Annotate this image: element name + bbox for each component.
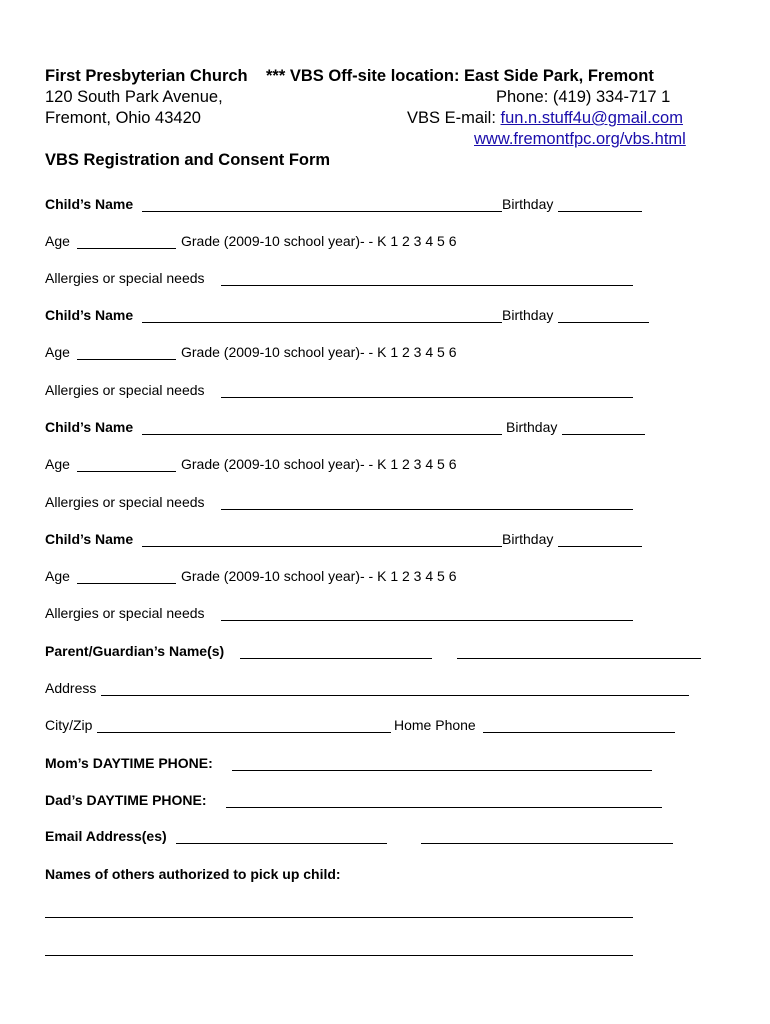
mom-phone-label: Mom’s DAYTIME PHONE: (45, 755, 213, 771)
allergies-field[interactable] (221, 620, 633, 621)
allergies-field[interactable] (221, 397, 633, 398)
child-name-label: Child’s Name (45, 307, 134, 323)
form-title: VBS Registration and Consent Form (45, 151, 331, 169)
church-address-line1: 120 South Park Avenue, (45, 88, 223, 106)
home-phone-label: Home Phone (394, 717, 476, 733)
allergies-label: Allergies or special needs (45, 382, 205, 398)
child-name-label: Child’s Name (45, 531, 134, 547)
age-label: Age (45, 233, 70, 249)
child-name-field[interactable] (142, 434, 502, 435)
age-label: Age (45, 568, 70, 584)
church-phone: Phone: (419) 334-717 1 (496, 88, 671, 106)
pickup-field-1[interactable] (45, 917, 633, 918)
age-field[interactable] (77, 471, 176, 472)
pickup-field-2[interactable] (45, 955, 633, 956)
birthday-field[interactable] (562, 434, 645, 435)
allergies-field[interactable] (221, 285, 633, 286)
vbs-email-label: VBS E-mail: (407, 109, 501, 127)
address-label: Address (45, 680, 97, 696)
birthday-label: Birthday (506, 419, 558, 435)
birthday-field[interactable] (558, 546, 642, 547)
allergies-label: Allergies or special needs (45, 494, 205, 510)
mom-phone-field[interactable] (232, 770, 652, 771)
age-label: Age (45, 456, 70, 472)
child-name-field[interactable] (142, 322, 502, 323)
grade-label: Grade (2009-10 school year)- - K 1 2 3 4 5 6 (181, 344, 457, 360)
grade-label: Grade (2009-10 school year)- - K 1 2 3 4 5 6 (181, 456, 457, 472)
parent-name-field-1[interactable] (240, 658, 432, 659)
birthday-label: Birthday (502, 307, 554, 323)
email-label: Email Address(es) (45, 828, 167, 844)
age-label: Age (45, 344, 70, 360)
email-field-1[interactable] (176, 843, 387, 844)
offsite-location: *** VBS Off-site location: East Side Park, Fremont (266, 67, 654, 85)
dad-phone-field[interactable] (226, 807, 662, 808)
child-name-label: Child’s Name (45, 196, 134, 212)
allergies-label: Allergies or special needs (45, 270, 205, 286)
birthday-label: Birthday (502, 196, 554, 212)
allergies-field[interactable] (221, 509, 633, 510)
dad-phone-label: Dad’s DAYTIME PHONE: (45, 792, 207, 808)
child-name-field[interactable] (142, 211, 502, 212)
city-zip-label: City/Zip (45, 717, 93, 733)
parent-name-label: Parent/Guardian’s Name(s) (45, 643, 225, 659)
birthday-field[interactable] (558, 322, 649, 323)
address-field[interactable] (101, 695, 689, 696)
age-field[interactable] (77, 359, 176, 360)
pickup-label: Names of others authorized to pick up child: (45, 866, 341, 882)
age-field[interactable] (77, 583, 176, 584)
birthday-label: Birthday (502, 531, 554, 547)
vbs-email-link[interactable]: fun.n.stuff4u@gmail.com (500, 109, 683, 127)
age-field[interactable] (77, 248, 176, 249)
vbs-email-row (407, 108, 683, 128)
church-name: First Presbyterian Church (45, 67, 248, 85)
vbs-website-link[interactable]: www.fremontfpc.org/vbs.html (474, 130, 686, 148)
allergies-label: Allergies or special needs (45, 605, 205, 621)
birthday-field[interactable] (558, 211, 642, 212)
city-zip-field[interactable] (97, 732, 391, 733)
church-address-line2: Fremont, Ohio 43420 (45, 109, 201, 127)
grade-label: Grade (2009-10 school year)- - K 1 2 3 4 5 6 (181, 233, 457, 249)
child-name-field[interactable] (142, 546, 502, 547)
grade-label: Grade (2009-10 school year)- - K 1 2 3 4 5 6 (181, 568, 457, 584)
child-name-label: Child’s Name (45, 419, 134, 435)
home-phone-field[interactable] (483, 732, 675, 733)
email-field-2[interactable] (421, 843, 673, 844)
parent-name-field-2[interactable] (457, 658, 701, 659)
